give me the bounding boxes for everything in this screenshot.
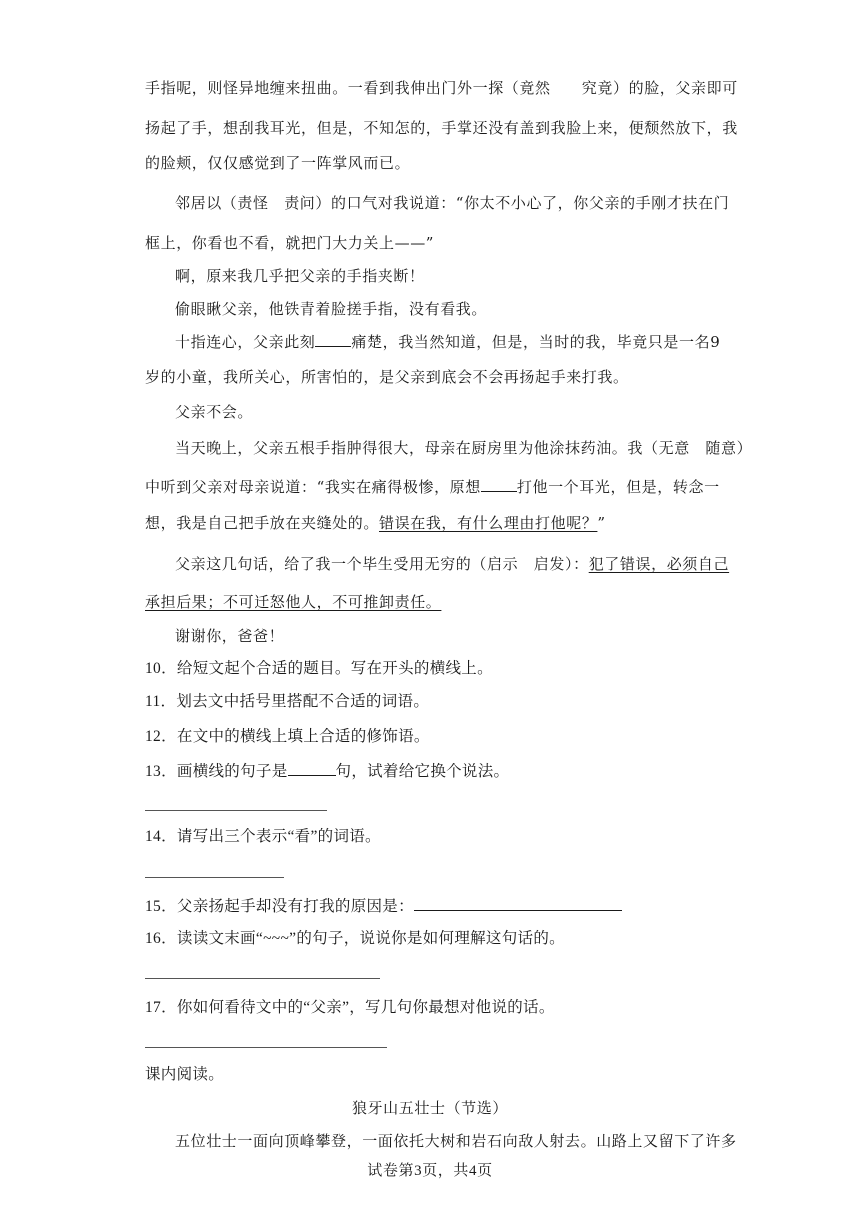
passage-line: 框上，你看也不看，就把门大力关上——” bbox=[145, 234, 435, 252]
passage-line: 父亲不会。 bbox=[175, 403, 254, 421]
passage-line bbox=[175, 331, 721, 353]
passage-line: 邻居以（责怪 责问）的口气对我说道：“你太不小心了，你父亲的手刚才扶在门 bbox=[175, 194, 730, 212]
question-11: 11．划去文中括号里搭配不合适的词语。 bbox=[145, 693, 430, 710]
passage-text: 想，我是自己把手放在夹缝处的。 bbox=[145, 514, 380, 532]
page-footer: 试卷第3页，共4页 bbox=[367, 1163, 493, 1179]
question-14: 14．请写出三个表示“看”的词语。 bbox=[145, 828, 381, 845]
fill-blank[interactable] bbox=[288, 760, 336, 776]
question-text: 句，试着给它换个说法。 bbox=[335, 763, 510, 780]
passage-line: 的脸颊，仅仅感觉到了一阵掌风而已。 bbox=[145, 154, 411, 172]
passage-text: 痛楚，我当然知道，但是，当时的我，毕竟只是一名9 bbox=[351, 333, 721, 351]
passage-text: 中听到父亲对母亲说道：“我实在痛得极惨，原想 bbox=[145, 478, 481, 496]
passage-text: 父亲这几句话，给了我一个毕生受用无穷的（启示 启发）： bbox=[175, 555, 589, 573]
passage-line bbox=[145, 591, 717, 613]
passage-line bbox=[145, 476, 720, 498]
question-16: 16．读读文末画“~~~”的句子，说说你是如何理解这句话的。 bbox=[145, 930, 565, 947]
section-label: 课内阅读。 bbox=[145, 1066, 225, 1083]
underlined-sentence: 错误在我，有什么理由打他呢？ bbox=[379, 514, 598, 532]
passage-line bbox=[145, 512, 717, 534]
answer-line[interactable] bbox=[145, 978, 380, 979]
passage-line: 啊，原来我几乎把父亲的手指夹断！ bbox=[175, 267, 425, 285]
passage-line: 偷眼瞅父亲，他铁青着脸搓手指，没有看我。 bbox=[175, 300, 488, 318]
question-17: 17．你如何看待文中的“父亲”，写几句你最想对他说的话。 bbox=[145, 999, 555, 1016]
answer-line[interactable] bbox=[145, 1047, 387, 1048]
fill-blank[interactable] bbox=[315, 331, 351, 347]
passage-line: 岁的小童，我所关心，所害怕的，是父亲到底会不会再扬起手来打我。 bbox=[145, 368, 629, 386]
question-15 bbox=[145, 895, 717, 918]
passage-line: 扬起了手，想刮我耳光，但是，不知怎的，手掌还没有盖到我脸上来，便颓然放下，我 bbox=[145, 119, 738, 137]
passage-text: 十指连心，父亲此刻 bbox=[175, 333, 316, 351]
passage-line: 手指呢，则怪异地缠来扭曲。一看到我伸出门外一探（竟然 究竟）的脸，父亲即可 bbox=[145, 79, 738, 97]
answer-line[interactable] bbox=[145, 810, 327, 811]
passage-line: 谢谢你，爸爸！ bbox=[175, 627, 285, 645]
question-10: 10．给短文起个合适的题目。写在开头的横线上。 bbox=[145, 660, 493, 677]
question-text: 15．父亲扬起手却没有打我的原因是： bbox=[145, 898, 414, 915]
passage-line: 五位壮士一面向顶峰攀登，一面依托大树和岩石向敌人射去。山路上又留下了许多 bbox=[175, 1132, 737, 1150]
wavy-marked-sentence: 承担后果；不可迁怒他人，不可推卸责任。 bbox=[145, 593, 442, 611]
answer-line[interactable] bbox=[145, 877, 284, 878]
passage-line bbox=[175, 553, 730, 575]
question-13 bbox=[145, 760, 717, 783]
fill-blank[interactable] bbox=[414, 895, 622, 911]
question-text: 13．画横线的句子是 bbox=[145, 763, 288, 780]
passage-line: 当天晚上，父亲五根手指肿得很大，母亲在厨房里为他涂抹药油。我（无意 随意） bbox=[175, 439, 753, 457]
wavy-marked-sentence: 犯了错误，必须自己 bbox=[588, 555, 730, 573]
passage-text: ” bbox=[597, 514, 606, 532]
fill-blank[interactable] bbox=[481, 476, 517, 492]
section-title: 狼牙山五壮士（节选） bbox=[351, 1099, 508, 1117]
passage-text: 打他一个耳光，但是，转念一 bbox=[516, 478, 720, 496]
question-12: 12．在文中的横线上填上合适的修饰语。 bbox=[145, 728, 430, 745]
